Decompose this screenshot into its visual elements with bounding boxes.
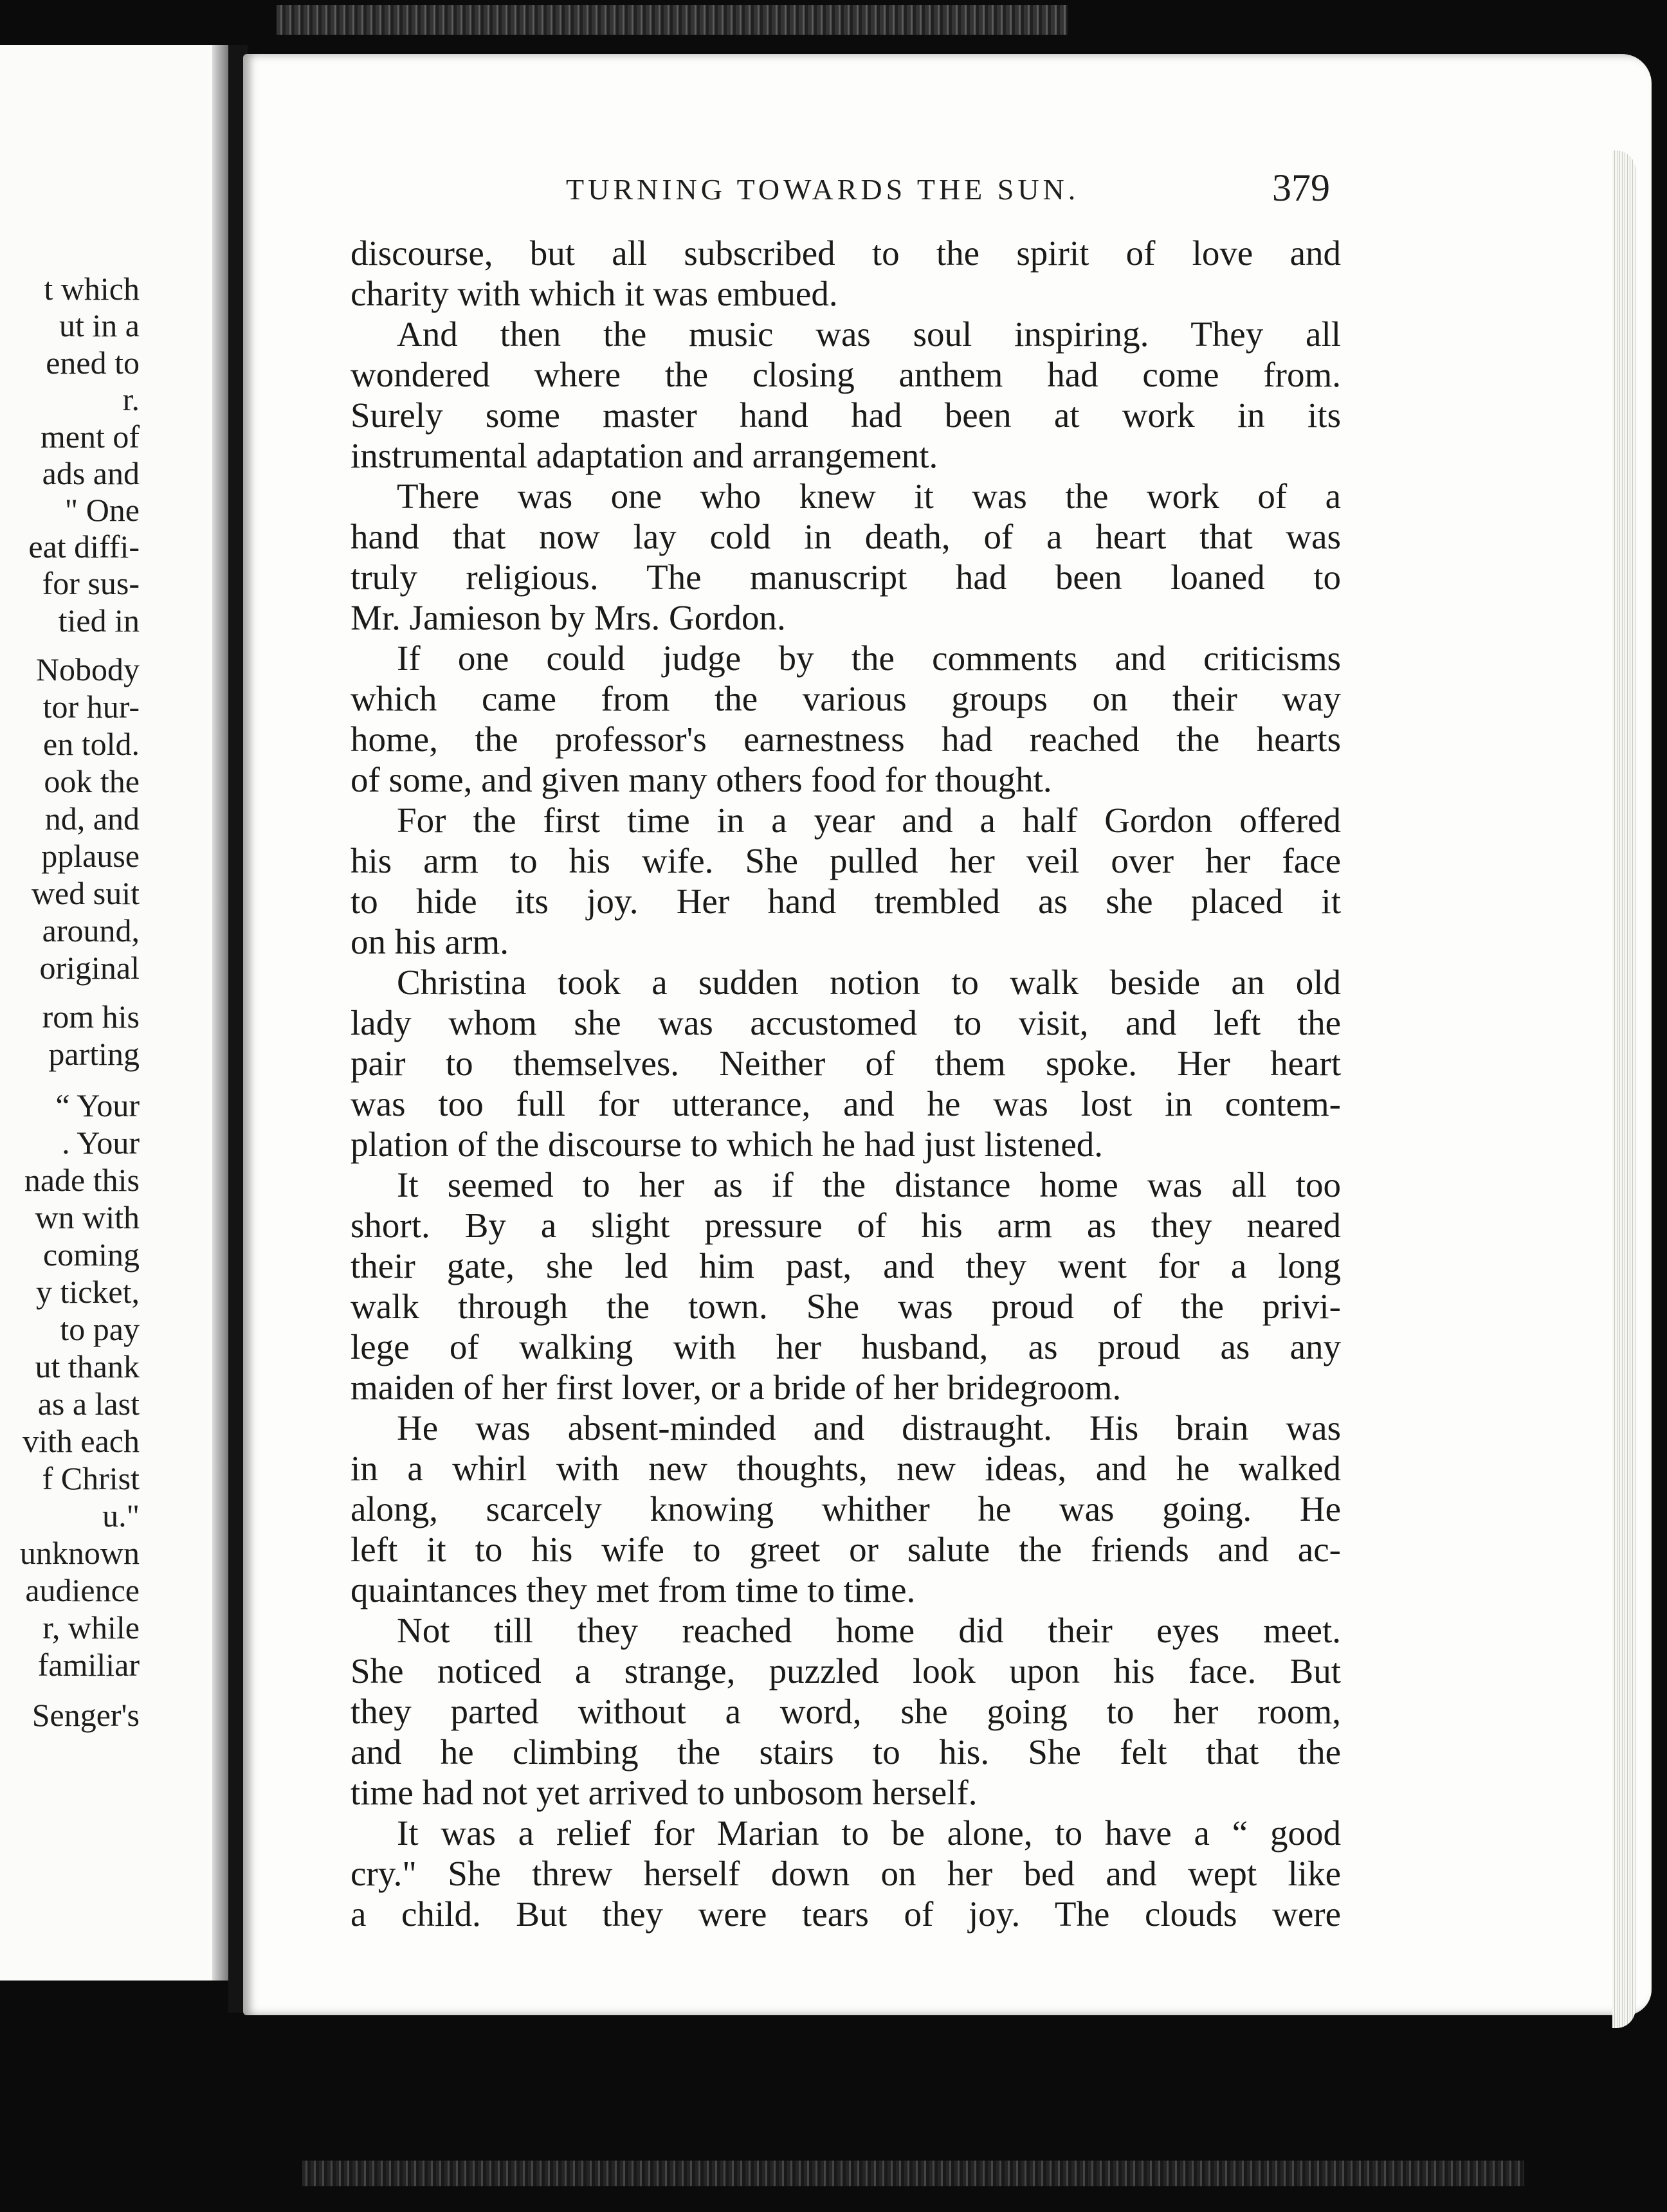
- left-page-line: coming: [43, 1237, 140, 1273]
- body-line: Christina took a sudden notion to walk beside an old: [397, 963, 1341, 1002]
- left-page-line: wed suit: [31, 875, 140, 911]
- left-page-line: rom his: [42, 999, 140, 1035]
- body-line: instrumental adaptation and arrangement.: [351, 436, 938, 475]
- body-line: And then the music was soul inspiring. They all: [397, 314, 1341, 354]
- left-page-line: for sus-: [42, 565, 140, 601]
- left-page-line: f Christ: [42, 1460, 140, 1496]
- page-number: 379: [1272, 167, 1330, 209]
- left-page-line: . Your: [62, 1125, 140, 1161]
- left-page-line: unknown: [19, 1535, 140, 1571]
- body-line: It was a relief for Marian to be alone, to have a “ good: [397, 1813, 1341, 1853]
- left-page-line: nade this: [24, 1162, 140, 1198]
- body-line: It seemed to her as if the distance home was all too: [397, 1165, 1341, 1204]
- body-line: charity with which it was embued.: [351, 274, 838, 313]
- body-line: There was one who knew it was the work of a: [397, 476, 1341, 516]
- book-bottom-edge: [302, 2161, 1524, 2186]
- left-page-line: as a last: [37, 1386, 140, 1422]
- left-page-line: pplause: [41, 838, 140, 874]
- left-page-line: original: [39, 950, 140, 986]
- body-line: to hide its joy. Her hand trembled as she placed it: [351, 882, 1341, 921]
- left-page-line: t which: [44, 271, 140, 307]
- left-page-line: to pay: [60, 1311, 140, 1347]
- left-page-line: r.: [122, 381, 140, 417]
- left-page-line: nd, and: [44, 801, 140, 837]
- body-line: quaintances they met from time to time.: [351, 1570, 916, 1609]
- body-line: was too full for utterance, and he was lost in contem-: [351, 1084, 1341, 1123]
- body-text: [351, 233, 1341, 1934]
- left-page-line: audience: [25, 1572, 140, 1608]
- left-page-line: r, while: [42, 1609, 140, 1645]
- body-line: hand that now lay cold in death, of a heart that was: [351, 517, 1341, 556]
- body-line: in a whirl with new thoughts, new ideas, and he walked: [351, 1449, 1341, 1488]
- body-line: on his arm.: [351, 922, 509, 961]
- left-page-line: parting: [48, 1036, 140, 1072]
- body-line: maiden of her first lover, or a bride of her bridegroom.: [351, 1368, 1122, 1407]
- body-line: Mr. Jamieson by Mrs. Gordon.: [351, 598, 786, 637]
- left-page-line: Nobody: [35, 651, 140, 687]
- left-page-line: ook the: [44, 763, 140, 799]
- body-line: He was absent-minded and distraught. His brain was: [397, 1408, 1341, 1447]
- body-line: they parted without a word, she going to her room,: [351, 1692, 1341, 1731]
- body-line: Not till they reached home did their eyes meet.: [397, 1611, 1341, 1650]
- body-line: a child. But they were tears of joy. The clouds were: [351, 1894, 1341, 1934]
- body-line: short. By a slight pressure of his arm as they neared: [351, 1206, 1341, 1245]
- left-page-line: eat diffi-: [28, 529, 140, 565]
- body-line: of some, and given many others food for thought.: [351, 760, 1052, 799]
- body-line: truly religious. The manuscript had been loaned to: [351, 558, 1341, 597]
- book-top-edge: [277, 5, 1068, 35]
- body-line: Surely some master hand had been at work in its: [351, 395, 1341, 435]
- left-page-line: “ Your: [55, 1087, 140, 1123]
- body-line: cry." She threw herself down on her bed and wept like: [351, 1854, 1341, 1893]
- body-line: She noticed a strange, puzzled look upon his face. But: [351, 1651, 1341, 1691]
- page-edge: [1612, 150, 1635, 2028]
- left-page-line: ened to: [46, 345, 140, 381]
- left-page-line: ut thank: [35, 1348, 140, 1384]
- body-line: lady whom she was accustomed to visit, and left the: [351, 1003, 1341, 1042]
- body-line: home, the professor's earnestness had reached the hearts: [351, 720, 1341, 759]
- body-line: and he climbing the stairs to his. She felt that the: [351, 1732, 1341, 1772]
- body-line: walk through the town. She was proud of the privi-: [351, 1287, 1341, 1326]
- body-line: their gate, she led him past, and they went for a long: [351, 1246, 1341, 1285]
- body-line: discourse, but all subscribed to the spirit of love and: [351, 233, 1341, 273]
- left-page-line: y ticket,: [35, 1274, 140, 1310]
- body-line: For the first time in a year and a half Gordon offered: [397, 801, 1341, 840]
- body-line: which came from the various groups on their way: [351, 679, 1341, 718]
- body-line: pair to themselves. Neither of them spoke. Her heart: [351, 1044, 1341, 1083]
- running-head: TURNING TOWARDS THE SUN.: [566, 173, 1080, 206]
- body-line: left it to his wife to greet or salute the friends and ac-: [351, 1530, 1341, 1569]
- left-page-line: familiar: [37, 1647, 140, 1683]
- left-page-line: ads and: [42, 455, 140, 491]
- left-page-line: around,: [42, 912, 140, 948]
- left-page: [0, 45, 228, 1981]
- left-page-line: Senger's: [32, 1697, 140, 1733]
- left-page-line: vith each: [23, 1423, 140, 1459]
- left-page-line: u.": [102, 1498, 140, 1534]
- body-line: plation of the discourse to which he had just listened.: [351, 1125, 1104, 1164]
- body-line: time had not yet arrived to unbosom herself.: [351, 1773, 978, 1812]
- left-page-line: " One: [64, 492, 140, 528]
- left-page-line: wn with: [35, 1199, 140, 1235]
- body-line: wondered where the closing anthem had come from.: [351, 355, 1341, 394]
- body-line: along, scarcely knowing whither he was going. He: [351, 1489, 1341, 1528]
- left-page-line: tied in: [58, 603, 140, 639]
- body-line: If one could judge by the comments and criticisms: [397, 639, 1341, 678]
- body-line: lege of walking with her husband, as proud as any: [351, 1327, 1341, 1366]
- left-page-line: en told.: [43, 726, 140, 762]
- left-page-line: ut in a: [59, 307, 140, 343]
- left-page-line: ment of: [40, 419, 140, 455]
- body-line: his arm to his wife. She pulled her veil over her face: [351, 841, 1341, 880]
- left-page-line: tor hur-: [42, 689, 140, 725]
